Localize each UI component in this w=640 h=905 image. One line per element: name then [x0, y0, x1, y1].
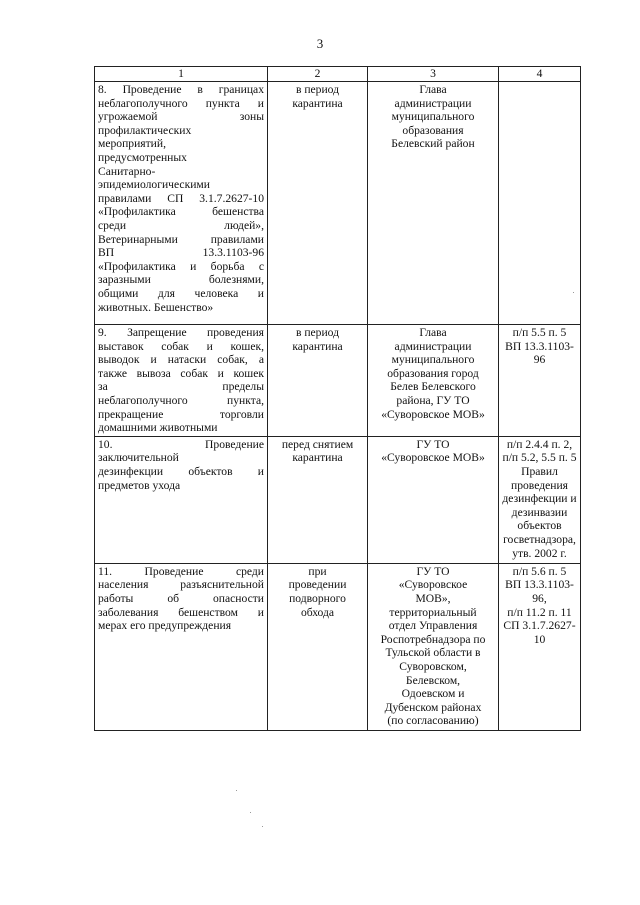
cell-text-line: правилами СП 3.1.7.2627-10 [98, 191, 264, 205]
cell-text-line: образования город [387, 366, 479, 380]
deadline-cell [268, 563, 368, 730]
cell-text-line: предметов ухода [98, 478, 181, 492]
cell-text-line: утв. 2002 г. [512, 546, 567, 560]
cell-text-line: неблагополучного пункта, [98, 393, 264, 407]
deadline-cell [268, 436, 368, 563]
cell-text-line: территориальный [389, 605, 477, 619]
cell-text-line: дезинфекции объектов и [98, 464, 264, 478]
cell-text-line: работы об опасности [98, 591, 264, 605]
cell-text-line: домашними животными [98, 421, 218, 435]
measure-cell [95, 563, 268, 730]
scan-speck [573, 292, 574, 293]
cell-text-line: Глава [419, 83, 447, 96]
reference-cell [499, 563, 581, 730]
cell-text-line: администрации [394, 339, 472, 353]
table-row [95, 82, 581, 325]
cell-text-line: п/п 5.2, 5.5 п. 5 [502, 451, 577, 465]
cell-text-line: СП 3.1.7.2627-10 [503, 619, 576, 646]
responsible-cell [368, 325, 499, 437]
cell-text-line: заключительной [98, 451, 179, 465]
cell-text-line: Белевский район [391, 137, 475, 151]
cell-text-line: ВП 13.3.1103-96 [505, 339, 574, 367]
cell-text-line: МОВ», [415, 591, 451, 605]
responsible-cell [368, 82, 499, 325]
cell-text-line: района, ГУ ТО [396, 393, 470, 407]
cell-text-line: п/п 11.2 п. 11 [507, 605, 572, 619]
cell-text-line: мерах его предупреждения [98, 619, 232, 633]
scan-speck [262, 826, 263, 827]
cell-text-line: заразными болезнями, [98, 273, 264, 287]
cell-text-line: образования [402, 123, 464, 137]
cell-text-line: «Суворовское МОВ» [381, 407, 485, 421]
cell-text-line: 8. Проведение в границах [98, 83, 264, 96]
cell-text-line: Белевском, [405, 673, 461, 687]
cell-text-line: п/п 5.5 п. 5 [512, 326, 567, 339]
cell-text-line: госветнадзора, [503, 532, 576, 546]
table-row [95, 436, 581, 563]
reference-cell [499, 325, 581, 437]
page-number: 3 [316, 36, 324, 51]
cell-text-line: карантина [292, 451, 343, 465]
cell-text-line: ГУ ТО [416, 564, 450, 578]
cell-text-line: отдел Управления [388, 619, 478, 633]
cell-text-line: также вывоза собак и кошек [98, 366, 264, 380]
cell-text-line: предусмотренных [98, 150, 187, 164]
cell-text-line: прекращение торговли [98, 407, 264, 421]
cell-text-line: Одоевском и [401, 687, 465, 701]
cell-text-line: общими для человека и [98, 286, 264, 300]
cell-text-line: Санитарно- [98, 164, 156, 178]
cell-text-line: 11. Проведение среди [98, 564, 264, 578]
cell-text-line: мероприятий, [98, 137, 166, 151]
cell-text-line: Ветеринарными правилами [98, 232, 264, 246]
cell-text-line: дезинфекции и [502, 492, 577, 506]
column-header-4: 4 [499, 67, 581, 82]
cell-text-line: муниципального [391, 110, 475, 124]
column-header-2: 2 [268, 67, 368, 82]
cell-text-line: объектов [517, 519, 562, 533]
table-header-row [95, 67, 581, 82]
cell-text-line: заболевания бешенством и [98, 605, 264, 619]
cell-text-line: проведения [511, 478, 568, 492]
measure-cell [95, 82, 268, 325]
cell-text-line: (по согласованию) [387, 714, 479, 728]
deadline-cell [268, 325, 368, 437]
cell-text-line: ВП 13.3.1103-96, [505, 578, 574, 605]
cell-text-line: Дубенском районах [384, 700, 482, 714]
column-header-3: 3 [368, 67, 499, 82]
cell-text-line: животных. Бешенство» [98, 300, 214, 314]
table-row [95, 325, 581, 437]
cell-text-line: неблагополучного пункта и [98, 96, 264, 110]
cell-text-line: за пределы [98, 380, 264, 394]
cell-text-line: «Профилактика бешенства [98, 205, 264, 219]
cell-text-line: выставок собак и кошек, [98, 339, 264, 353]
cell-text-line: «Суворовское [398, 578, 468, 592]
cell-text-line: Правил [521, 464, 558, 478]
measures-table [94, 66, 581, 731]
cell-text-line: 9. Запрещение проведения [98, 326, 264, 339]
measure-cell [95, 436, 268, 563]
cell-text-line: муниципального [391, 353, 475, 367]
cell-text-line: угрожаемой зоны [98, 110, 264, 124]
cell-text-line: эпидемиологическими [98, 178, 210, 192]
deadline-cell [268, 82, 368, 325]
cell-text-line: выводок и натаски собак, а [98, 353, 264, 367]
cell-text-line: Роспотребнадзора по [380, 632, 486, 646]
cell-text-line: населения разъяснительной [98, 578, 264, 592]
cell-text-line: «Профилактика и борьба с [98, 259, 264, 273]
scan-speck [250, 812, 251, 813]
table-row [95, 563, 581, 730]
column-header-1: 1 [95, 67, 268, 82]
cell-text-line: Белев Белевского [390, 380, 476, 394]
cell-text-line: при [308, 564, 327, 578]
measure-cell [95, 325, 268, 437]
cell-text-line: карантина [292, 339, 343, 353]
cell-text-line: карантина [292, 96, 343, 110]
cell-text-line: п/п 5.6 п. 5 [512, 564, 567, 578]
cell-text-line: Суворовском, [399, 659, 467, 673]
cell-text-line: Тульской области в [385, 646, 481, 660]
cell-text-line: ВП 13.3.1103-96 [98, 246, 264, 260]
scan-speck [236, 790, 237, 791]
cell-text-line: Глава [419, 326, 447, 339]
cell-text-line: перед снятием [281, 437, 354, 451]
cell-text-line: ГУ ТО [416, 437, 450, 451]
responsible-cell [368, 563, 499, 730]
cell-text-line: «Суворовское МОВ» [381, 451, 485, 465]
reference-cell [499, 82, 581, 325]
cell-text-line: администрации [394, 96, 472, 110]
cell-text-line: в период [295, 83, 340, 96]
cell-text-line: дезинвазии [511, 505, 568, 519]
responsible-cell [368, 436, 499, 563]
cell-text-line: обхода [300, 605, 335, 619]
cell-text-line: подворного [289, 591, 346, 605]
cell-text-line: 10. Проведение [98, 437, 264, 451]
reference-cell [499, 436, 581, 563]
cell-text-line: п/п 2.4.4 п. 2, [506, 437, 573, 451]
cell-text-line: проведении [288, 578, 347, 592]
cell-text-line: в период [295, 326, 340, 339]
cell-text-line: профилактических [98, 123, 192, 137]
cell-text-line: среди людей», [98, 218, 264, 232]
